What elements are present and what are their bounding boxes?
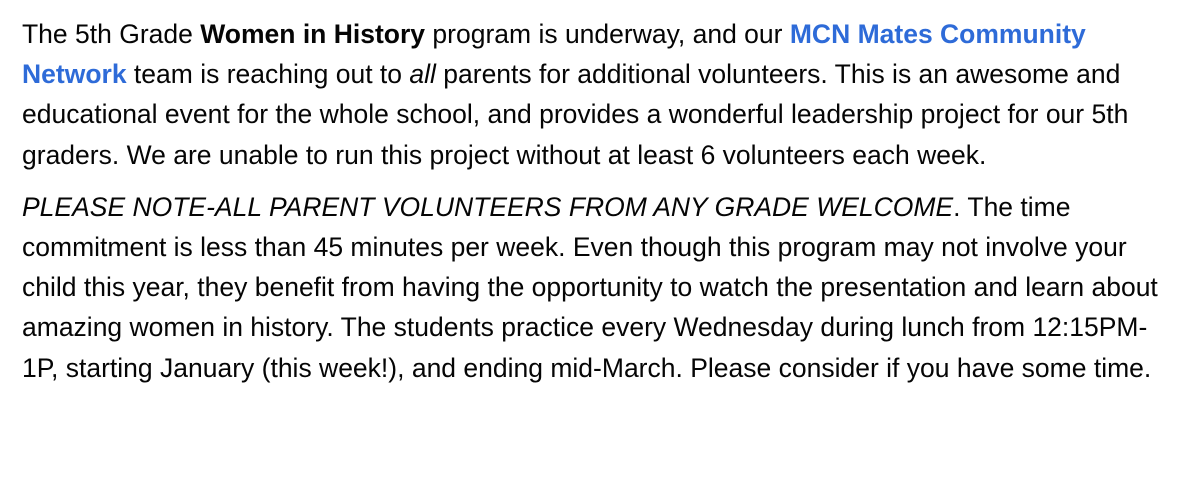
volunteer-details: parents for additional volunteers. This is an awesome and educational event for the whole school, and provides a wonderful leadership project for our 5th graders. We are unable to run this project without at least 6 volunteers each week.: [22, 59, 1129, 170]
emphasis-all: all: [409, 59, 436, 90]
volunteer-note: PLEASE NOTE-ALL PARENT VOLUNTEERS FROM ANY GRADE WELCOME: [22, 191, 954, 222]
schedule-details: . The time commitment is less than 45 minutes per week. Even though this program may not involve your child this year, they benefit from having the opportunity to watch the presentation and learn about amazing women in history. The students practice every Wednesday during lunch from 12:15PM-1P, starting January (this week!), and ending mid-March. Please consider if you have some time.: [22, 191, 1158, 383]
paragraph-program-intro: [22, 14, 1158, 175]
program-name: Women in History: [200, 19, 426, 49]
paragraph-volunteer-note: [22, 187, 1158, 388]
community-network-link[interactable]: MCN Mates Community Network: [22, 19, 1086, 90]
intro-text: The 5th Grade: [22, 19, 201, 49]
outreach-text: team is reaching out to: [126, 59, 410, 90]
intro-text-continued: program is underway, and our: [425, 19, 790, 49]
